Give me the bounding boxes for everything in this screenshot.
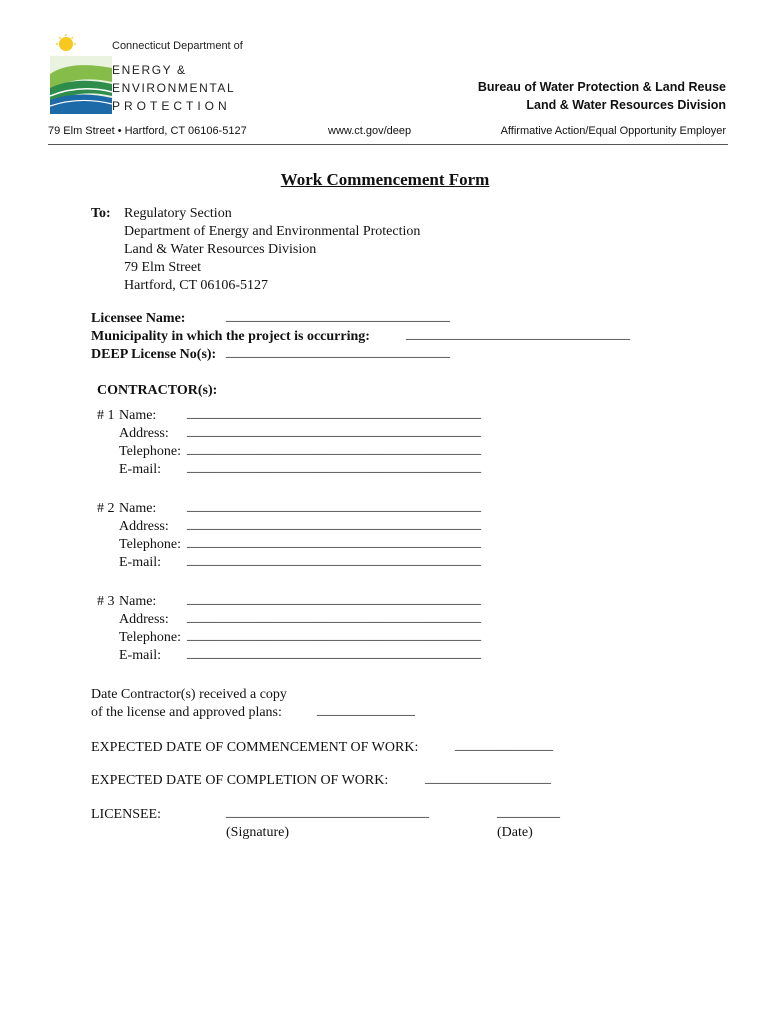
contractor-address-field[interactable]: __________________________________________ [187, 517, 481, 532]
commencement-date-field[interactable]: ______________ [455, 738, 553, 753]
header-website: www.ct.gov/deep [328, 125, 412, 137]
contractor-email-label: E-mail: [119, 462, 161, 477]
header-divider [48, 144, 728, 145]
signature-caption: (Signature) [226, 825, 289, 840]
completion-label: EXPECTED DATE OF COMPLETION OF WORK: [91, 773, 389, 788]
sun-landscape-logo-icon [50, 34, 112, 114]
contractor-address-label: Address: [119, 612, 169, 627]
contractor-telephone-field[interactable]: __________________________________________ [187, 535, 481, 550]
bureau-name: Bureau of Water Protection & Land Reuse [477, 80, 726, 94]
contractor-number: # 3 [97, 594, 115, 609]
licensee-signature-label: LICENSEE: [91, 807, 161, 822]
header-address: 79 Elm Street • Hartford, CT 06106-5127 [48, 125, 247, 137]
contractor-telephone-field[interactable]: __________________________________________ [187, 628, 481, 643]
copy-received-date-field[interactable]: ______________ [317, 703, 415, 718]
licensee-name-field[interactable]: ________________________________ [226, 309, 450, 324]
division-name: Land & Water Resources Division [526, 98, 726, 112]
license-no-label: DEEP License No(s): [91, 347, 217, 362]
contractor-name-label: Name: [119, 501, 157, 516]
logo-line-energy: ENERGY & [112, 63, 187, 77]
signature-date-caption: (Date) [497, 825, 533, 840]
contractor-telephone-label: Telephone: [119, 537, 181, 552]
contractor-name-label: Name: [119, 594, 157, 609]
to-line: Department of Energy and Environmental Protection [124, 224, 421, 239]
to-line: Land & Water Resources Division [124, 242, 317, 257]
contractor-name-label: Name: [119, 408, 157, 423]
header-employer: Affirmative Action/Equal Opportunity Employer [500, 125, 726, 137]
signature-date-field[interactable]: _________ [497, 805, 560, 820]
contractor-telephone-label: Telephone: [119, 444, 181, 459]
municipality-label: Municipality in which the project is occurring: [91, 329, 370, 344]
contractor-email-field[interactable]: __________________________________________ [187, 460, 481, 475]
contractor-email-field[interactable]: __________________________________________ [187, 553, 481, 568]
copy-received-label: Date Contractor(s) received a copy [91, 687, 287, 702]
to-line: 79 Elm Street [124, 260, 201, 275]
license-no-field[interactable]: ________________________________ [226, 345, 450, 360]
logo-line-protection: PROTECTION [112, 99, 231, 113]
commencement-label: EXPECTED DATE OF COMMENCEMENT OF WORK: [91, 740, 419, 755]
contractor-address-field[interactable]: __________________________________________ [187, 424, 481, 439]
contractor-email-label: E-mail: [119, 648, 161, 663]
contractor-address-label: Address: [119, 426, 169, 441]
contractors-heading: CONTRACTOR(s): [97, 383, 218, 398]
contractor-email-label: E-mail: [119, 555, 161, 570]
contractor-email-field[interactable]: __________________________________________ [187, 646, 481, 661]
contractor-address-label: Address: [119, 519, 169, 534]
contractor-name-field[interactable]: __________________________________________ [187, 592, 481, 607]
contractor-name-field[interactable]: __________________________________________ [187, 499, 481, 514]
completion-date-field[interactable]: __________________ [425, 771, 551, 786]
municipality-field[interactable]: ________________________________ [406, 327, 630, 342]
logo-subtitle: Connecticut Department of [112, 40, 243, 52]
contractor-name-field[interactable]: __________________________________________ [187, 406, 481, 421]
copy-received-label: of the license and approved plans: [91, 705, 282, 720]
to-line: Hartford, CT 06106-5127 [124, 278, 268, 293]
to-line: Regulatory Section [124, 206, 232, 221]
contractor-telephone-field[interactable]: __________________________________________ [187, 442, 481, 457]
licensee-name-label: Licensee Name: [91, 311, 186, 326]
signature-field[interactable]: _____________________________ [226, 805, 429, 820]
logo-line-environmental: ENVIRONMENTAL [112, 81, 236, 95]
contractor-number: # 2 [97, 501, 115, 516]
contractor-number: # 1 [97, 408, 115, 423]
form-title: Work Commencement Form [280, 170, 490, 189]
contractor-telephone-label: Telephone: [119, 630, 181, 645]
contractor-address-field[interactable]: __________________________________________ [187, 610, 481, 625]
to-label: To: [91, 206, 111, 221]
